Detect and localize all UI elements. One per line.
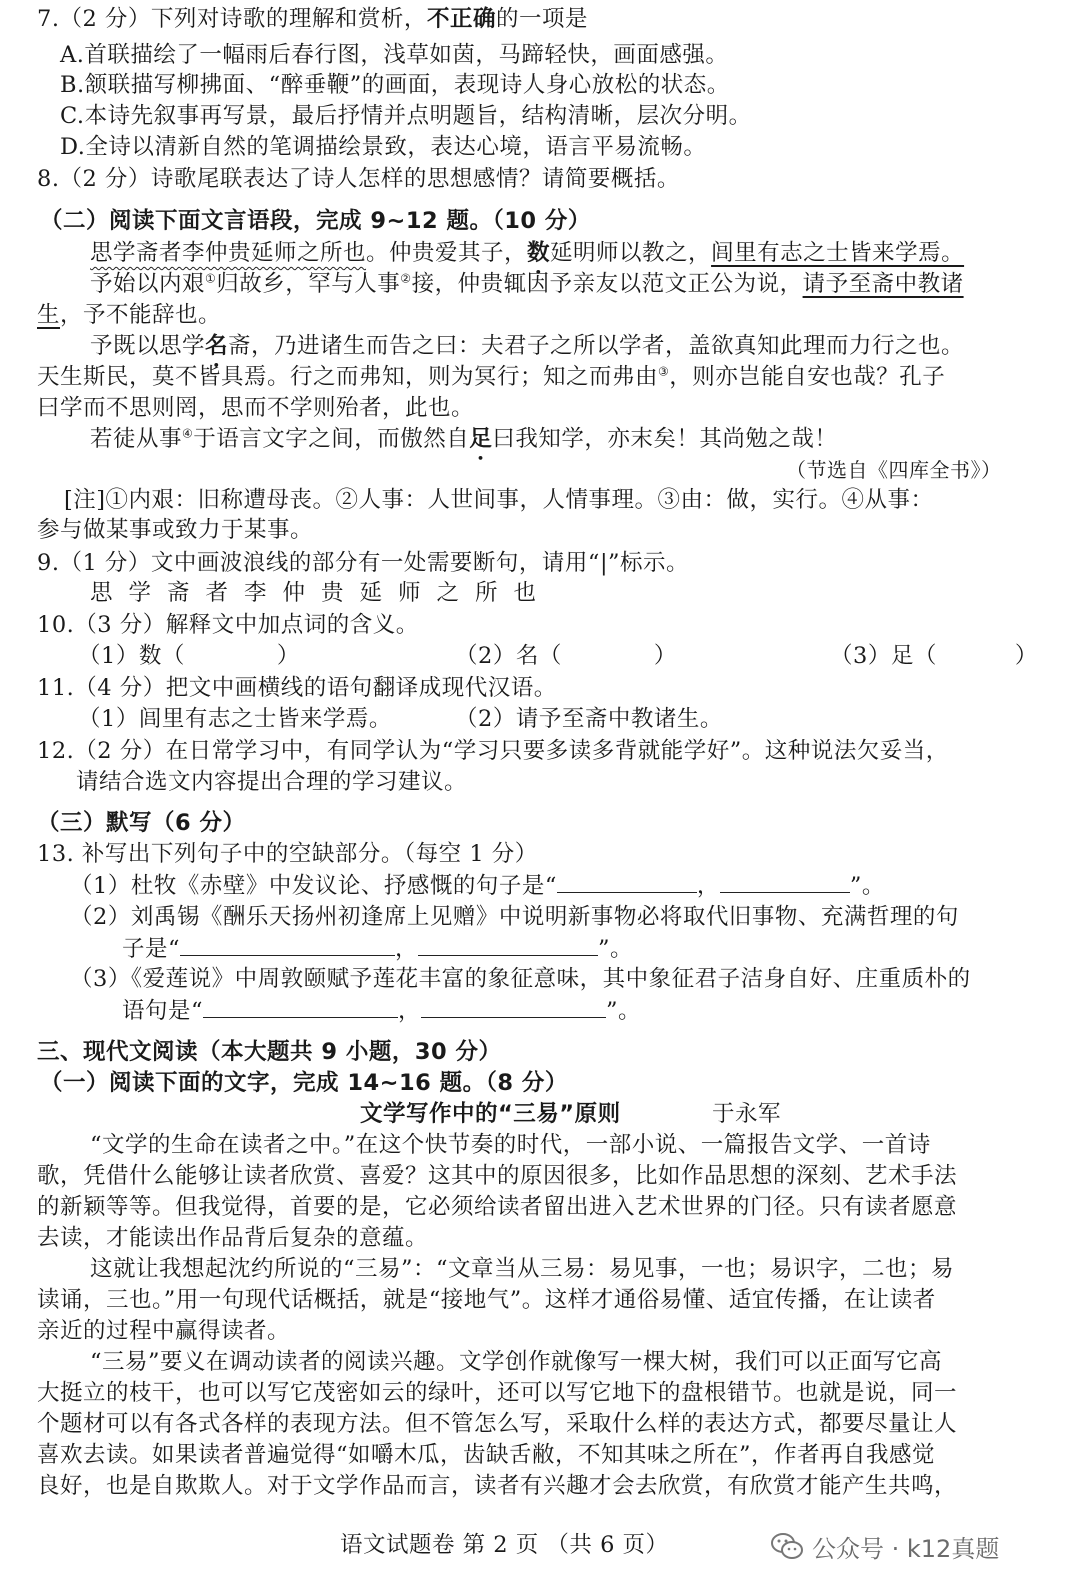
article-line: 去读，才能读出作品背后复杂的意蕴。 <box>37 1225 429 1251</box>
article-line: 良好，也是自欺欺人。对于文学作品而言，读者有兴趣才会去欣赏，有欣赏才能产生共鸣， <box>37 1473 958 1499</box>
q13-item-2-line-2: 子是“ ， ”。 <box>122 933 633 964</box>
article-line: 这就让我想起沈约所说的“三易”：“文章当从三易：易见事，一也；易识字，二也；易 <box>90 1256 955 1282</box>
q7-stem: 7.（2 分）下列对诗歌的理解和赏析，不正确的一项是 <box>37 6 588 32</box>
q7-option-a: A.首联描绘了一幅雨后春行图，浅草如茵，马蹄轻快，画面感强。 <box>60 42 729 68</box>
q13-item-2-line-1: （2）刘禹锡《酬乐天扬州初逢席上见赠》中说明新事物必将取代旧事物、充满哲理的句 <box>70 904 959 930</box>
wechat-icon <box>770 1531 804 1561</box>
article-line: 亲近的过程中赢得读者。 <box>37 1318 291 1344</box>
q13-3-blank-a[interactable] <box>203 995 398 1018</box>
q11-stem: 11.（4 分）把文中画横线的语句翻译成现代汉语。 <box>37 675 557 701</box>
q10-item-3: （3）足（ ） <box>830 643 1038 669</box>
q13-item-3-line-2: 语句是“ ， ”。 <box>122 995 641 1026</box>
passage-line-1: 思学斋者李仲贵延师之所也。仲贵爱其子，数延明师以教之，闾里有志之士皆来学焉。 <box>90 240 965 266</box>
section-classical-heading: （二）阅读下面文言语段，完成 9~12 题。（10 分） <box>40 208 591 234</box>
passage-line-7: 若徒从事④于语言文字之间，而傲然自足曰我知学，亦末矣！其尚勉之哉！ <box>90 426 838 452</box>
passage-line-6: 曰学而不思则罔，思而不学则殆者，此也。 <box>37 395 475 421</box>
passage-line-5: 天生斯民，莫不皆具焉。行之而弗知，则为冥行；知之而弗由③，则亦岂能自安也哉？孔子 <box>37 364 946 390</box>
article-line: 喜欢去读。如果读者普遍觉得“如嚼木瓜，齿缺舌敝，不知其味之所在”，作者再自我感觉 <box>37 1442 936 1468</box>
article-line: 的新颖等等。但我觉得，首要的是，它必须给读者留出进入艺术世界的门径。只有读者愿意 <box>37 1194 958 1220</box>
q13-1-blank-a[interactable] <box>557 870 697 893</box>
passage-line-2: 予始以内艰①归故乡，罕与人事②接，仲贵辄因予亲友以范文正公为说，请予至斋中教诸 <box>90 271 964 297</box>
q11-item-1: （1）闾里有志之士皆来学焉。 <box>78 706 392 732</box>
passage-notes-1: [注]①内艰：旧称遭母丧。②人事：人世间事，人情事理。③由：做，实行。④从事： <box>64 487 934 513</box>
watermark <box>770 1526 999 1566</box>
q13-3-blank-b[interactable] <box>421 995 606 1018</box>
article-line: 个题材可以有各式各样的表现方法。但不管怎么写，采取什么样的表达方式，都要尽量让人 <box>37 1411 958 1437</box>
q8-stem: 8.（2 分）诗歌尾联表达了诗人怎样的思想感情？请简要概括。 <box>37 166 680 192</box>
q9-sentence: 思学斋者李仲贵延师之所也 <box>90 580 553 606</box>
q10-item-2: （2）名（ ） <box>455 643 677 669</box>
q7-option-d: D.全诗以清新自然的笔调描绘景致，表达心境，语言平易流畅。 <box>60 134 707 160</box>
q13-1-blank-b[interactable] <box>720 870 850 893</box>
q10-item-1: （1）数（ ） <box>78 643 300 669</box>
q13-item-1: （1）杜牧《赤壁》中发议论、抒感慨的句子是“ ， ”。 <box>70 870 885 901</box>
article-line: “文学的生命在读者之中。”在这个快节奏的时代，一部小说、一篇报告文学、一首诗 <box>90 1132 931 1158</box>
passage-source: （节选自《四库全书》） <box>786 458 1002 482</box>
q11-item-2: （2）请予至斋中教诸生。 <box>455 706 723 732</box>
passage-line-4: 予既以思学名斋，乃进诸生而告之曰：夫君子之所以学者，盖欲真知此理而力行之也。 <box>90 333 965 359</box>
page-footer: 语文试题卷 第 2 页 （共 6 页） <box>340 1532 669 1558</box>
q12-stem-line-1: 12.（2 分）在日常学习中，有同学认为“学习只要多读多背就能学好”。这种说法欠妥当， <box>37 738 949 764</box>
q7-option-b: B.颔联描写柳拂面、“醉垂鞭”的画面，表现诗人身心放松的状态。 <box>60 72 730 98</box>
article-line: 歌，凭借什么能够让读者欣赏、喜爱？这其中的原因很多，比如作品思想的深刻、艺术手法 <box>37 1163 958 1189</box>
q13-stem: 13. 补写出下列句子中的空缺部分。（每空 1 分） <box>37 841 538 867</box>
article-line: 读诵，三也。”用一句现代话概括，就是“接地气”。这样才通俗易懂、适宜传播，在让读者 <box>37 1287 936 1313</box>
watermark-text: 公众号 · k12真题 <box>812 1534 1000 1563</box>
q13-item-3-line-1: （3）《爱莲说》中周敦颐赋予莲花丰富的象征意味，其中象征君子洁身自好、庄重质朴的 <box>70 966 971 992</box>
part-modern-reading-subheading: （一）阅读下面的文字，完成 14~16 题。（8 分） <box>40 1070 568 1096</box>
part-modern-reading-heading: 三、现代文阅读（本大题共 9 小题，30 分） <box>37 1039 502 1065</box>
article-title: 文学写作中的“三易”原则 <box>360 1101 621 1127</box>
q10-stem: 10.（3 分）解释文中加点词的含义。 <box>37 612 419 638</box>
passage-notes-2: 参与做某事或致力于某事。 <box>37 517 314 543</box>
article-line: “三易”要义在调动读者的阅读兴趣。文学创作就像写一棵大树，我们可以正面写它高 <box>90 1349 943 1375</box>
q13-2-blank-a[interactable] <box>180 933 395 956</box>
q13-2-blank-b[interactable] <box>418 933 598 956</box>
section-dictation-heading: （三）默写（6 分） <box>37 810 246 836</box>
passage-line-3: 生，予不能辞也。 <box>37 302 222 328</box>
q9-stem: 9.（1 分）文中画波浪线的部分有一处需要断句，请用“|”标示。 <box>37 550 690 576</box>
q7-option-c: C.本诗先叙事再写景，最后抒情并点明题旨，结构清晰，层次分明。 <box>60 103 752 129</box>
article-author: 于永军 <box>712 1101 782 1127</box>
q12-stem-line-2: 请结合选文内容提出合理的学习建议。 <box>76 769 468 795</box>
article-line: 大挺立的枝干，也可以写它茂密如云的绿叶，还可以写它地下的盘根错节。也就是说，同一 <box>37 1380 958 1406</box>
